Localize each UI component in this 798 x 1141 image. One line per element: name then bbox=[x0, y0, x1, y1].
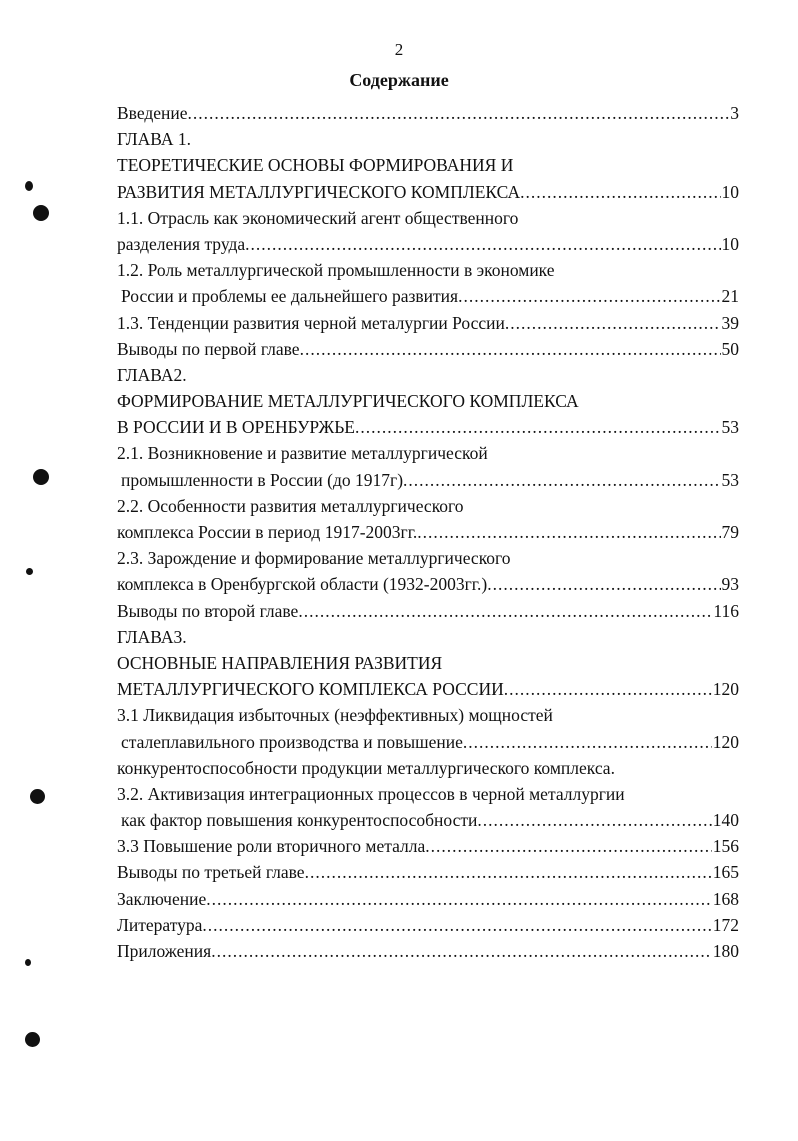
toc-entry-text: В РОССИИ И В ОРЕНБУРЖЬЕ bbox=[117, 417, 355, 438]
toc-entry-text: 3.1 Ликвидация избыточных (неэффективных) мощностей bbox=[117, 705, 553, 726]
toc-leader-dots bbox=[417, 519, 720, 545]
toc-entry bbox=[117, 179, 739, 205]
toc-entry bbox=[117, 152, 739, 178]
toc-entry-page: 93 bbox=[721, 574, 739, 595]
toc-entry-page: 3 bbox=[730, 103, 739, 123]
toc-leader-dots bbox=[202, 912, 711, 938]
toc-entry bbox=[117, 519, 739, 545]
toc-entry bbox=[117, 126, 739, 152]
toc-entry-text: Выводы по третьей главе bbox=[117, 862, 305, 883]
toc-entry-text: Введение bbox=[117, 103, 188, 123]
toc-entry-text: 3.3 Повышение роли вторичного металла bbox=[117, 836, 426, 857]
toc-entry-text: 3.2. Активизация интеграционных процессов в черной металлургии bbox=[117, 783, 625, 804]
toc-entry-text: России и проблемы ее дальнейшего развития bbox=[121, 286, 459, 307]
toc-entry bbox=[117, 859, 739, 885]
toc-entry-page: 172 bbox=[712, 914, 739, 935]
toc-entry-text: РАЗВИТИЯ МЕТАЛЛУРГИЧЕСКОГО КОМПЛЕКСА bbox=[117, 181, 521, 202]
toc-entry-page: 120 bbox=[712, 679, 739, 700]
toc-entry-text: ТЕОРЕТИЧЕСКИЕ ОСНОВЫ ФОРМИРОВАНИЯ И bbox=[117, 155, 514, 176]
toc-entry-text: сталеплавильного производства и повышение bbox=[121, 731, 463, 752]
toc-entry bbox=[117, 100, 739, 126]
toc-entry-page: 50 bbox=[721, 338, 739, 359]
table-of-contents bbox=[117, 100, 739, 964]
toc-entry bbox=[117, 545, 739, 571]
punch-hole-mark bbox=[30, 789, 45, 804]
toc-entry bbox=[117, 493, 739, 519]
toc-entry bbox=[117, 571, 739, 597]
toc-entry-page: 10 bbox=[721, 181, 739, 202]
toc-entry-text: комплекса в Оренбургской области (1932-2003гг.) bbox=[117, 574, 488, 595]
toc-entry-text: Литература bbox=[117, 914, 203, 935]
toc-entry-text: Выводы по второй главе bbox=[117, 600, 299, 621]
toc-entry-text: Приложения bbox=[117, 941, 212, 961]
toc-leader-dots bbox=[425, 833, 711, 859]
toc-entry bbox=[117, 702, 739, 728]
toc-entry-page: 10 bbox=[721, 233, 739, 254]
toc-leader-dots bbox=[206, 886, 712, 912]
toc-entry bbox=[117, 833, 739, 859]
toc-leader-dots bbox=[188, 100, 730, 126]
toc-entry-page: 165 bbox=[712, 862, 739, 883]
toc-leader-dots bbox=[403, 467, 720, 493]
toc-entry-page: 21 bbox=[721, 286, 739, 307]
toc-entry bbox=[117, 283, 739, 309]
toc-entry bbox=[117, 231, 739, 257]
toc-entry-page: 140 bbox=[712, 810, 739, 831]
punch-hole-mark bbox=[25, 1032, 40, 1047]
toc-entry-text: как фактор повышения конкурентоспособности bbox=[121, 810, 478, 831]
toc-entry-text: МЕТАЛЛУРГИЧЕСКОГО КОМПЛЕКСА РОССИИ bbox=[117, 679, 504, 700]
toc-leader-dots bbox=[245, 231, 720, 257]
toc-entry-page: 53 bbox=[721, 469, 739, 490]
toc-leader-dots bbox=[520, 179, 720, 205]
toc-entry-page: 79 bbox=[721, 522, 739, 542]
page-number: 2 bbox=[394, 40, 404, 59]
toc-entry-text: 2.1. Возникновение и развитие металлургической bbox=[117, 443, 488, 464]
toc-entry bbox=[117, 310, 739, 336]
toc-entry-page: 120 bbox=[712, 731, 739, 752]
toc-entry bbox=[117, 938, 739, 964]
toc-entry-text: Заключение bbox=[117, 888, 207, 909]
toc-entry-text: комплекса России в период 1917-2003гг. bbox=[117, 522, 418, 542]
toc-entry-text: 2.2. Особенности развития металлургического bbox=[117, 495, 464, 516]
toc-entry bbox=[117, 676, 739, 702]
toc-entry-text: ГЛАВА3. bbox=[117, 626, 187, 647]
toc-entry bbox=[117, 336, 739, 362]
toc-entry bbox=[117, 912, 739, 938]
toc-leader-dots bbox=[463, 729, 712, 755]
punch-hole-mark bbox=[25, 959, 31, 966]
toc-entry-text: конкурентоспособности продукции металлургического комплекса. bbox=[117, 757, 615, 778]
toc-entry-text: ОСНОВНЫЕ НАПРАВЛЕНИЯ РАЗВИТИЯ bbox=[117, 652, 443, 673]
toc-leader-dots bbox=[504, 676, 712, 702]
toc-entry-text: разделения труда bbox=[117, 233, 246, 254]
punch-hole-mark bbox=[33, 205, 49, 221]
toc-entry-page: 180 bbox=[712, 941, 739, 961]
toc-entry bbox=[117, 755, 739, 781]
toc-entry bbox=[117, 440, 739, 466]
toc-entry-text: промышленности в России (до 1917г) bbox=[121, 469, 404, 490]
toc-entry bbox=[117, 886, 739, 912]
toc-entry-page: 168 bbox=[712, 888, 739, 909]
punch-hole-mark bbox=[25, 181, 33, 191]
toc-entry-page: 39 bbox=[721, 312, 739, 333]
punch-hole-mark bbox=[33, 469, 49, 485]
toc-entry-text: ФОРМИРОВАНИЕ МЕТАЛЛУРГИЧЕСКОГО КОМПЛЕКСА bbox=[117, 391, 579, 412]
toc-entry bbox=[117, 362, 739, 388]
toc-entry bbox=[117, 807, 739, 833]
toc-entry bbox=[117, 388, 739, 414]
toc-leader-dots bbox=[305, 859, 712, 885]
page-title: Содержание bbox=[349, 70, 449, 90]
toc-entry bbox=[117, 729, 739, 755]
toc-entry-text: 1.2. Роль металлургической промышленности в экономике bbox=[117, 260, 555, 281]
toc-entry-text: 1.1. Отрасль как экономический агент общественного bbox=[117, 207, 519, 228]
toc-entry-text: ГЛАВА2. bbox=[117, 364, 187, 385]
toc-leader-dots bbox=[458, 283, 720, 309]
toc-entry bbox=[117, 205, 739, 231]
toc-leader-dots bbox=[505, 310, 721, 336]
toc-entry-page: 116 bbox=[713, 600, 739, 621]
toc-leader-dots bbox=[487, 571, 720, 597]
toc-entry bbox=[117, 624, 739, 650]
toc-leader-dots bbox=[477, 807, 711, 833]
toc-entry-text: Выводы по первой главе bbox=[117, 338, 300, 359]
toc-leader-dots bbox=[211, 938, 712, 964]
toc-entry-text: ГЛАВА 1. bbox=[117, 129, 192, 150]
toc-leader-dots bbox=[300, 336, 721, 362]
toc-entry bbox=[117, 467, 739, 493]
toc-entry bbox=[117, 414, 739, 440]
toc-entry-page: 156 bbox=[712, 836, 739, 857]
toc-leader-dots bbox=[355, 414, 721, 440]
toc-entry-text: 2.3. Зарождение и формирование металлургического bbox=[117, 548, 511, 569]
toc-entry bbox=[117, 781, 739, 807]
toc-leader-dots bbox=[298, 598, 712, 624]
toc-entry bbox=[117, 257, 739, 283]
toc-entry-text: 1.3. Тенденции развития черной металургии России bbox=[117, 312, 505, 333]
toc-entry-page: 53 bbox=[721, 417, 739, 438]
punch-hole-mark bbox=[26, 568, 33, 575]
toc-entry bbox=[117, 598, 739, 624]
toc-entry bbox=[117, 650, 739, 676]
